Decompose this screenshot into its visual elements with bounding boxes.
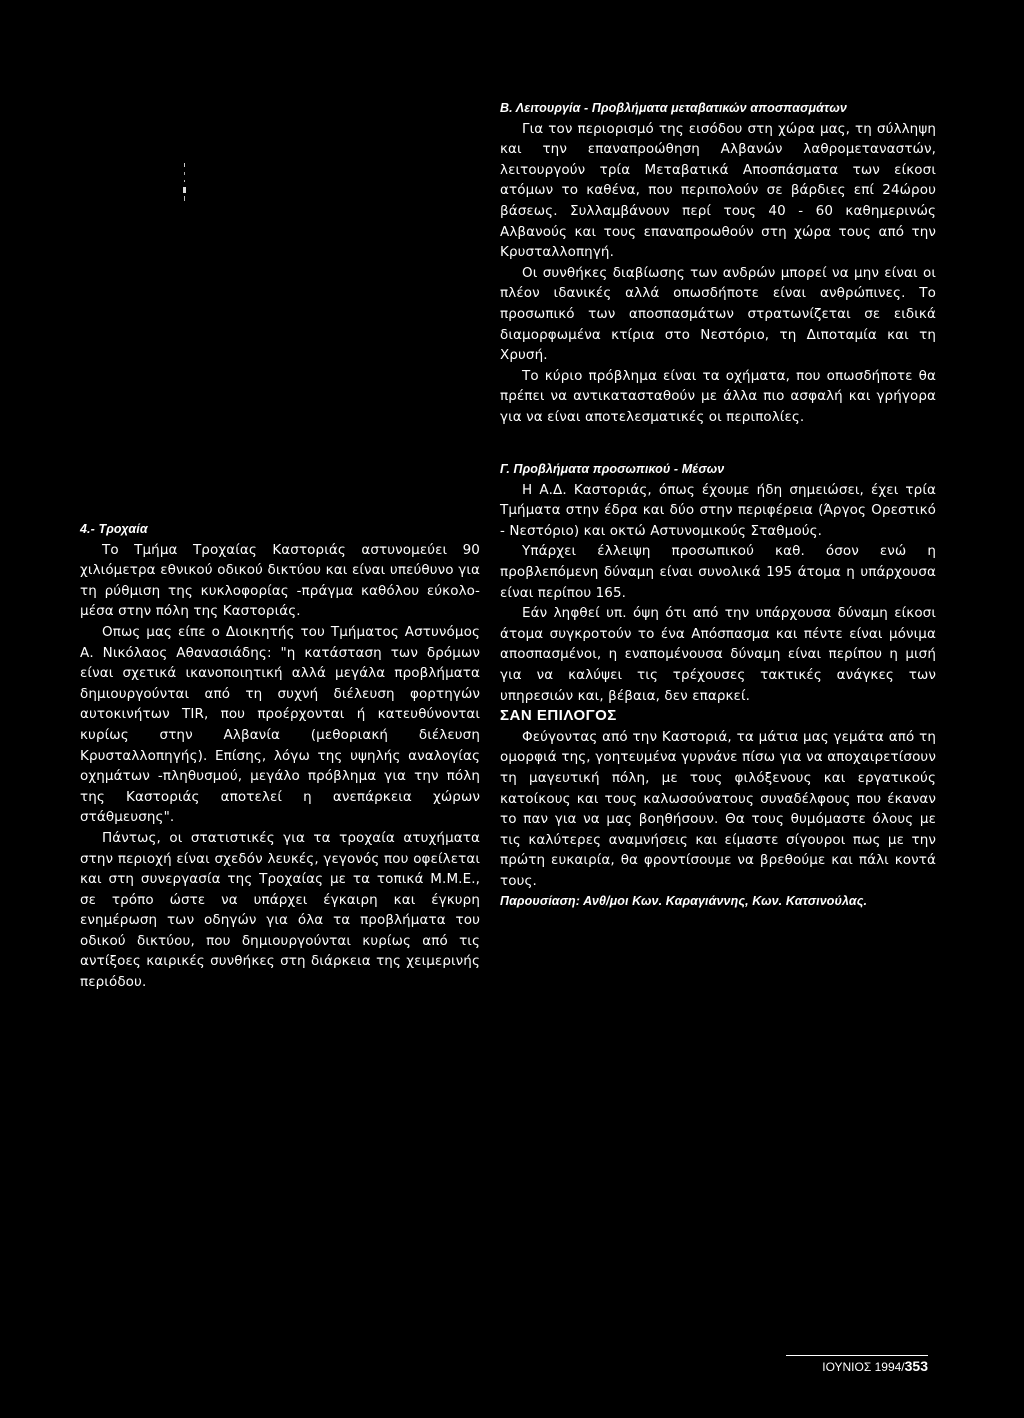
section-b [500,98,936,428]
issue-date: ΙΟΥΝΙΟΣ 1994/ [822,1360,905,1374]
page-number: 353 [904,1358,928,1374]
section-4-paragraph: Πάντως, οι στατιστικές για τα τροχαία ατυχήματα στην περιοχή είναι σχεδόν λευκές, γεγονός που οφείλεται και στη συνεργασία της Τροχαίας με τα τοπικά Μ.Μ.Ε., σε τρόπο ώστε να υπάρχει έγκαιρη και έγκυρη ενημέρωση των οδηγών για όλα τα προβλήματα του οδικού δικτύου, που δημιουργούνται κυρίως από τις αντίξοες καιρικές συνθήκες στη διάρκεια της χειμερινής περιόδου. [80,829,480,991]
section-4-paragraph: Οπως μας είπε ο Διοικητής του Τμήματος Αστυνόμος Α. Νικόλαος Αθανασιάδης: "η κατάσταση των δρόμων είναι σχετικά ικανοποιητική αλλά μεγάλα προβλήματα δημιουργούνται από τη συχνή διέλευση φορτηγών αυτοκινήτων TIR, που προέρχονται ή κατευθύνονται κυρίως στην Αλβανία (μεθοριακή διέλευση Κρυσταλλοπηγής). Επίσης, λόγω της υψηλής αναλογίας οχημάτων -πληθυσμού, μεγάλο πρόβλημα για την πόλη της Καστοριάς αποτελεί η ανεπάρκεια χώρων στάθμευσης". [80,623,480,826]
section-4-paragraph: Το Τμήμα Τροχαίας Καστοριάς αστυνομεύει 90 χιλιόμετρα εθνικού οδικού δικτύου και είναι υπεύθυνο για τη ρύθμιση της κυκλοφορίας -πράγμα καθόλου εύκολο- μέσα στην πόλη της Καστοριάς. [80,541,480,620]
section-g-heading: Γ. Προβλήματα προσωπικού - Μέσων [500,462,725,476]
section-b-paragraph: Οι συνθήκες διαβίωσης των ανδρών μπορεί να μην είναι οι πλέον ιδανικές αλλά οπωσδήποτε είναι ανθρώπινες. Το προσωπικό των αποσπασμάτων στρατωνίζεται σε ειδικά διαμορφωμένα κτίρια στο Νεστόριο, τη Διποταμία και τη Χρυσή. [500,264,936,364]
section-4 [80,519,480,993]
section-g-paragraph: Η Α.Δ. Καστοριάς, όπως έχουμε ήδη σημειώσει, έχει τρία Τμήματα στην έδρα και δύο στην περιφέρεια (Άργος Ορεστικό - Νεστόριο) και οκτώ Αστυνομικούς Σταθμούς. [500,481,936,539]
section-g-paragraph: Υπάρχει έλλειψη προσωπικού καθ. όσον ενώ η προβλεπόμενη δύναμη είναι συνολικά 195 άτομα η υπάρχουσα είναι περίπου 165. [500,543,936,601]
epilogue-title: ΣΑΝ ΕΠΙΛΟΓΟΣ [500,707,617,725]
section-4-heading: 4.- Τροχαία [80,522,148,536]
scan-artifact [183,163,187,201]
section-g [500,459,936,912]
section-b-heading: Β. Λειτουργία - Προβλήματα μεταβατικών αποσπασμάτων [500,101,847,115]
epilogue-paragraph: Φεύγοντας από την Καστοριά, τα μάτια μας γεμάτα από τη ομορφιά της, γοητευμένα γυρνάνε πίσω για να αποχαιρετίσουν τη μαγευτική πόλη, με τους φιλόξενους και εργατικούς κατοίκους και τους καλωσούνατους συναδέλφους που έκαναν το παν για να μας βοηθήσουν. Θα τους θυμόμαστε όλους με τις καλύτερες αναμνήσεις και είμαστε σίγουροι πως με την πρώτη ευκαιρία, θα φροντίσουμε να βρεθούμε και πάλι κοντά τους. [500,728,936,889]
section-g-paragraph: Εάν ληφθεί υπ. όψη ότι από την υπάρχουσα δύναμη είκοσι άτομα συγκροτούν το ένα Απόσπασμα και πέντε είναι μόνιμα αποσπασμένοι, η εναπομένουσα δύναμη είναι περίπου η μισή για να καλύψει τις τρέχουσες τακτικές ανάγκες των υπηρεσιών και, βέβαια, δεν επαρκεί. [500,605,936,704]
section-b-paragraph: Για τον περιορισμό της εισόδου στη χώρα μας, τη σύλληψη και την επαναπροώθηση Αλβανών λαθρομεταναστών, λειτουργούν τρία Μεταβατικά Αποσπάσματα των είκοσι ατόμων το καθένα, που περιπολούν σε βάρδιες επί 24ώρου βάσεως. Συλλαμβάνουν περί τους 40 - 60 καθημερινώς Αλβανούς και τους επαναπροωθούν στη χώρα τους από την Κρυσταλλοπηγή. [500,120,936,261]
page-footer [786,1355,928,1374]
article-credits: Παρουσίαση: Ανθ/μοι Κων. Καραγιάννης, Κων. Κατσινούλας. [500,894,868,909]
section-b-paragraph: Το κύριο πρόβλημα είναι τα οχήματα, που οπωσδήποτε θα πρέπει να αντικατασταθούν με άλλα πιο ασφαλή και γρήγορα για να είναι αποτελεσματικές οι περιπολίες. [500,367,936,425]
